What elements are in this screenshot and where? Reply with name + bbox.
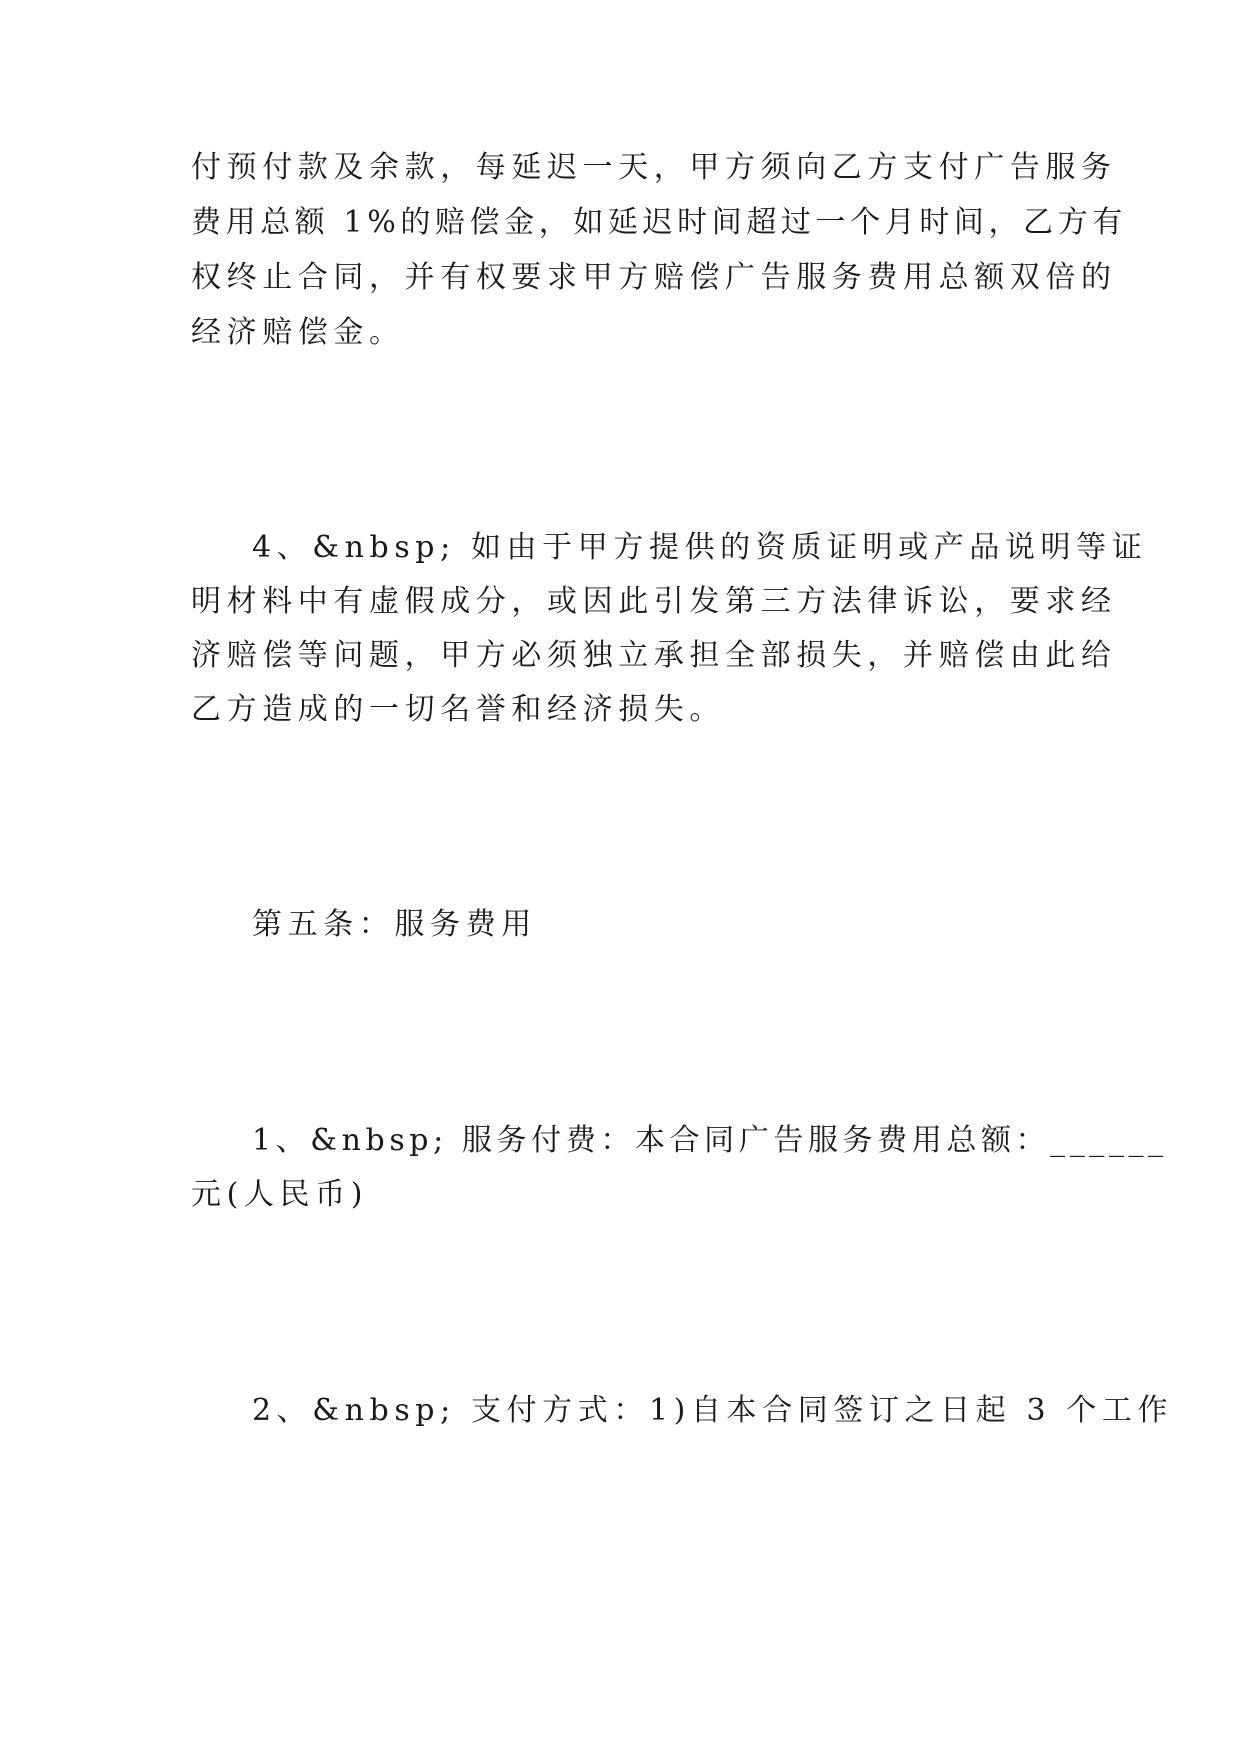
text-line: 济赔偿等问题，甲方必须独立承担全部损失，并赔偿由此给 [191, 638, 1117, 673]
text-line: 2、&nbsp; 支付方式：1)自本合同签订之日起 3 个工作 [252, 1393, 1174, 1428]
section-heading: 第五条：服务费用 [252, 907, 537, 942]
text-line: 经济赔偿金。 [191, 315, 405, 350]
text-line: 权终止合同，并有权要求甲方赔偿广告服务费用总额双倍的 [191, 260, 1117, 295]
text-line: 1、&nbsp; 服务付费：本合同广告服务费用总额：______ [252, 1123, 1168, 1158]
text-line: 明材料中有虚假成分，或因此引发第三方法律诉讼，要求经 [191, 584, 1117, 619]
text-line: 付预付款及余款，每延迟一天，甲方须向乙方支付广告服务 [191, 150, 1117, 185]
text-line: 乙方造成的一切名誉和经济损失。 [191, 692, 725, 727]
text-line: 4、&nbsp; 如由于甲方提供的资质证明或产品说明等证 [252, 530, 1148, 565]
text-line: 元(人民币) [191, 1177, 369, 1212]
text-line: 费用总额 1%的赔偿金，如延迟时间超过一个月时间，乙方有 [191, 205, 1127, 240]
